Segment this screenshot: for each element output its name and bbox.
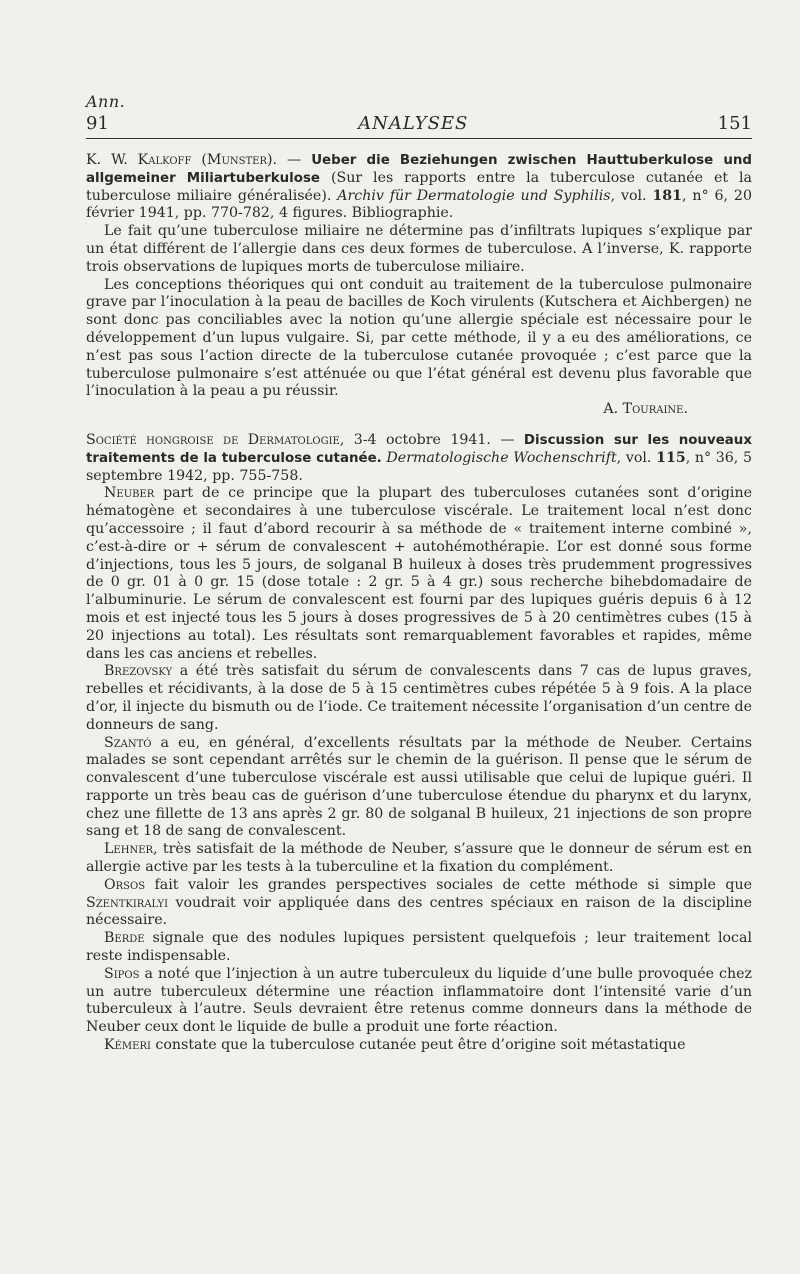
paragraph-text: voudrait voir appliquée dans des centres spéciaux en raison de la discipline nécessaire. [86, 894, 752, 929]
discussion-paragraph-sipos [86, 966, 752, 1037]
page-body [86, 150, 752, 1055]
speaker-name: Kémeri [104, 1037, 151, 1054]
article-1-author: K. W. Kalkoff (Munster). [86, 152, 278, 168]
section-title: ANALYSES [358, 113, 469, 134]
discussion-paragraph-szanto [86, 735, 752, 842]
article-1-reference [86, 152, 752, 223]
discussion-paragraph-kemeri [86, 1037, 752, 1055]
article-1-subtitle: (Sur les rapports entre la tuberculose cutanée et la tuberculose miliaire généralisée). [86, 169, 753, 204]
article-2-journal: Dermatologische Wochenschrift [386, 449, 617, 466]
paragraph-text: a été très satisfait du sérum de convalescents dans 7 cas de lupus graves, rebelles et récidivants, à la dose de 5 à 15 centimètres cubes répétée 5 à 9 fois. A la place d’or, il injecte du bismuth ou de l’iode. Ce traitement nécessite l’organisation d’un centre de donneurs de sang. [86, 663, 752, 733]
article-2-society: Société hongroise de Dermatologie, [86, 431, 345, 448]
article-1-signature: A. Touraine. [603, 401, 688, 418]
speaker-name: Szentkiralyi [86, 894, 169, 911]
article-2-details: , n° 36, 5 septembre 1942, pp. 755-758. [86, 449, 752, 484]
journal-abbreviation: Ann. [86, 92, 126, 111]
article-2-date: 3-4 octobre 1941. — [344, 431, 524, 448]
discussion-paragraph-neuber [86, 485, 752, 663]
paragraph-text: constate que la tuberculose cutanée peut être d’origine soit métastatique [150, 1037, 686, 1054]
discussion-paragraph-lehner [86, 841, 752, 877]
speaker-name: Szantó [104, 734, 152, 751]
speaker-name: Orsos [104, 876, 146, 893]
speaker-name: Neuber [104, 485, 155, 502]
article-2-title: Discussion sur les nouveaux traitements de la tuberculose cutanée. [86, 432, 752, 466]
article-1-paragraph: Les conceptions théoriques qui ont conduit au traitement de la tuberculose pulmonaire grave par l’inoculation à la peau de bacilles de Koch virulents (Kutschera et Aichbergen) ne sont donc pas conciliables avec la notion qu’une allergie spéciale est nécessaire pour le développement d’un lupus vulgaire. Si, par cette méthode, il y a eu des améliorations, ce n’est pas sous l’action directe de la tuberculose cutanée provoquée ; c’est parce que la tuberculose pulmonaire s’est atténuée ou que l’état général est devenu plus favorable que l’inoculation à la peau a pu réussir. [86, 276, 752, 400]
article-1-title: Ueber die Beziehungen zwischen Hauttuberkulose und allgemeiner Miliartuberkulose [86, 153, 752, 186]
paragraph-text: signale que des nodules lupiques persistent quelquefois ; leur traitement local reste indispensable. [86, 930, 752, 965]
article-1-paragraph: Le fait qu’une tuberculose miliaire ne détermine pas d’infiltrats lupiques s’explique par un état différent de l’allergie dans ces deux formes de tuberculose. A l’inverse, K. rapporte trois observations de lupiques morts de tuberculose miliaire. [86, 223, 752, 275]
volume-prefix: , vol. [610, 187, 653, 204]
paragraph-text: , très satisfait de la méthode de Neuber, s’assure que le donneur de sérum est en allergie active par les tests à la tuberculine et la fixation du complément. [86, 841, 752, 876]
paragraph-text: a eu, en général, d’excellents résultats par la méthode de Neuber. Certains malades se sont cependant arrêtés sur le chemin de la guérison. Il pense que le sérum de convalescent d’une tuberculose viscérale est aussi utilisable que celui de lupique guéri. Il rapporte un très beau cas de guérison d’une tuberculose étendue du pharynx et du larynx, chez une fillette de 13 ans après 2 gr. 80 de solganal B huileux, 21 injections de son propre sang et 18 de sang de convalescent. [86, 734, 752, 840]
article-1-volume: 181 [652, 187, 683, 204]
volume-prefix: , vol. [616, 449, 657, 466]
header-rule [86, 138, 752, 139]
paragraph-text: a noté que l’injection à un autre tuberculeux du liquide d’une bulle provoquée chez un autre tuberculeux détermine une réaction inflammatoire dont l’intensité varie d’un tuberculeux à l’autre. Seuls devraient être retenus comme donneurs dans la méthode de Neuber ceux dont le liquide de bulle a produit une forte réaction. [86, 965, 752, 1036]
speaker-name: Lehner [104, 841, 154, 858]
page-number: 151 [717, 113, 752, 134]
article-1-journal: Archiv für Dermatologie und Syphilis [337, 187, 611, 204]
speaker-name: Brezovsky [104, 663, 173, 680]
running-head-row [86, 113, 752, 134]
separator: — [277, 152, 312, 168]
volume-number: 91 [86, 113, 109, 134]
article-2-volume: 115 [656, 449, 686, 466]
discussion-paragraph-orsos [86, 877, 752, 930]
paragraph-text: part de ce principe que la plupart des tuberculoses cutanées sont d’origine hématogène et secondaires à une tuberculose viscérale. Le traitement local n’est donc qu’accessoire ; il faut d’abord recourir à sa méthode de « traitement interne combiné », c’est-à-dire or + sérum de convalescent + autohémothérapie. L’or est donné sous forme d’injections, tous les 5 jours, de solganal B huileux à doses très prudemment progressives de 0 gr. 01 à 0 gr. 15 (dose totale : 2 gr. 5 à 4 gr.) sous recherche bihebdomadaire de l’albuminurie. Le sérum de convalescent est fourni par des lupiques guéris depuis 6 à 12 mois et est injecté tous les 5 jours à doses progressives de 5 à 20 centimètres cubes (15 à 20 injections au total). Les résultats sont remarquablement favorables et rapides, même dans les cas anciens et rebelles. [86, 485, 752, 662]
speaker-name: Sipos [104, 965, 140, 982]
discussion-paragraph-berde [86, 930, 752, 966]
article-1-details: , n° 6, 20 février 1941, pp. 770-782, 4 figures. Bibliographie. [86, 187, 752, 222]
article-2-reference [86, 432, 752, 485]
discussion-paragraph-brezovsky [86, 663, 752, 734]
paragraph-text: fait valoir les grandes perspectives sociales de cette méthode si simple que [145, 876, 752, 893]
speaker-name: Berde [104, 930, 145, 947]
running-head [86, 92, 752, 134]
